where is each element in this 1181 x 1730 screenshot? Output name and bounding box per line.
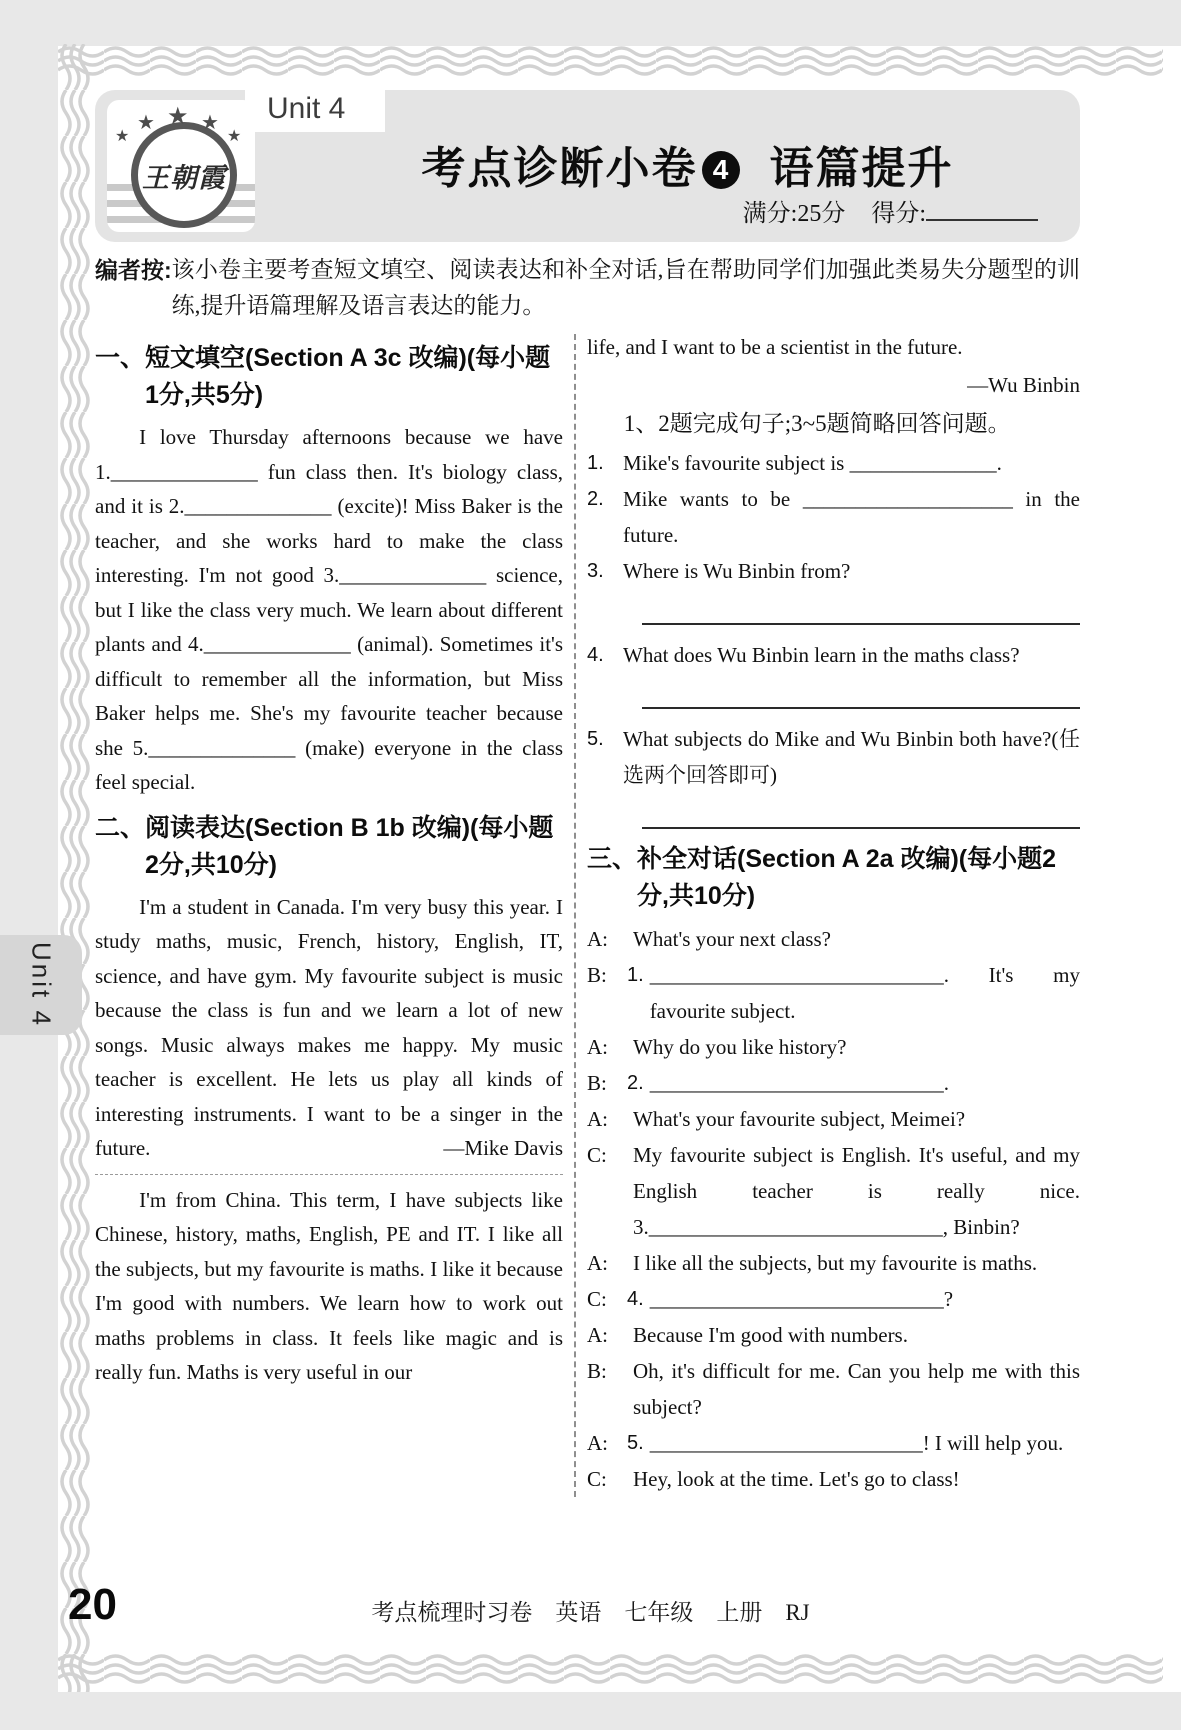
section3-heading [587, 841, 1080, 915]
dialogue-speaker: C: [587, 1466, 607, 1491]
question-5 [587, 721, 1080, 793]
dialogue-speaker: A: [587, 1322, 608, 1347]
right-column [587, 330, 1080, 1497]
section1-passage: I love Thursday afternoons because we have 1.______________ fun class then. It's biology class, and it is 2.______________ (excite)! Miss Baker is the teacher, and she works hard to make the class interesting. I'm not good 3.______________ science, but I like the class very much. We learn about different plants and 4.______________ (animal). Sometimes it's difficult to remember all the information, but Miss Baker helps me. She's my favourite teacher because she 5.______________ (make) everyone in the class feel special. [95, 425, 563, 794]
unit-side-tab [0, 935, 82, 1035]
column-divider [574, 334, 576, 1497]
star-icon: ★ [167, 104, 189, 130]
wavy-border-top [58, 44, 1163, 80]
dialogue-speaker: B: [587, 1070, 607, 1095]
section1-heading [95, 340, 563, 414]
dialogue-text: __________________________! I will help you. [649, 1430, 1064, 1455]
dialogue-row [587, 1137, 1080, 1245]
question-1 [587, 445, 1080, 481]
page-number: 20 [68, 1580, 117, 1629]
dialogue-row [587, 1461, 1080, 1497]
section2-passage2-right: life, and I want to be a scientist in the future. [587, 335, 963, 359]
unit-side-tab-label: Unit 4 [26, 942, 57, 1028]
section2-passage1 [95, 890, 563, 1166]
dialogue-row [587, 1425, 1080, 1461]
score-line [743, 193, 1038, 228]
dialogue-text: My favourite subject is English. It's useful, and my English teacher is really nice. 3.____________________________, Binbin? [633, 1142, 1080, 1239]
dialogue-text: Why do you like history? [633, 1034, 847, 1059]
answer-line [642, 623, 1080, 625]
section2-instruction: 1、2题完成句子;3~5题简略回答问题。 [623, 410, 1011, 436]
dialogue-speaker: A: [587, 1250, 608, 1275]
dialogue-text: What's your favourite subject, Meimei? [633, 1106, 966, 1131]
section1-number: 一、 [95, 344, 146, 372]
dialogue-speaker: C: [587, 1142, 607, 1167]
dialogue-speaker: A: [587, 1034, 608, 1059]
dialogue-speaker: A: [587, 926, 608, 951]
dialogue-row [587, 1065, 1080, 1101]
dialogue-text: What's your next class? [633, 926, 831, 951]
dialogue-text: Oh, it's difficult for me. Can you help me with this subject? [633, 1358, 1080, 1419]
section1-title: 短文填空(Section A 3c 改编)(每小题1分,共5分) [145, 344, 551, 409]
dialogue-speaker: B: [587, 1358, 607, 1383]
section3-title: 补全对话(Section A 2a 改编)(每小题2分,共10分) [637, 844, 1057, 910]
section2-passage2-left: I'm from China. This term, I have subjects like Chinese, history, maths, English, PE and IT. I like all the subjects, but my favourite is maths. I like it because I'm good with numbers. We learn how to work out maths problems in class. It feels like magic and is really fun. Maths is very useful in our [95, 1187, 563, 1384]
columns [95, 330, 1080, 1497]
dialogue-speaker: A: [587, 1430, 608, 1455]
bottom-margin [0, 1692, 1181, 1730]
passage-divider [95, 1174, 563, 1175]
question-number: 4. [587, 643, 604, 666]
left-margin [0, 0, 58, 1730]
dialogue-row [587, 1353, 1080, 1425]
dialogue-blank-number: 4. [627, 1287, 644, 1310]
question-text: Where is Wu Binbin from? [623, 558, 851, 583]
star-icon: ★ [227, 128, 242, 145]
score-blank-line [926, 199, 1038, 221]
dialogue-row [587, 1101, 1080, 1137]
star-icon: ★ [201, 112, 219, 134]
title-number-badge: 4 [702, 151, 740, 189]
wavy-border-left [58, 44, 94, 1692]
passage1-text: I'm a student in Canada. I'm very busy this year. I study maths, music, French, history, English, IT, science, and have gym. My favourite subject is music because the class is fun and we learn a lot of new songs. Music always makes me happy. My music teacher is excellent. He lets us play all kinds of interesting instruments. I want to be a singer in the future. [95, 894, 563, 1160]
dialogue-row [587, 1281, 1080, 1317]
star-icon: ★ [137, 112, 155, 134]
dialogue-blank-number: 1. [627, 963, 644, 986]
answer-line [642, 707, 1080, 709]
dialogue-row [587, 957, 1080, 1029]
question-number: 2. [587, 487, 604, 510]
question-text: What subjects do Mike and Wu Binbin both have?(任选两个回答即可) [623, 726, 1080, 787]
dialogue-text: ____________________________. [649, 1070, 949, 1095]
answer-line [642, 827, 1080, 829]
worksheet-header [95, 90, 1080, 242]
dialogue-blank-number: 2. [627, 1071, 644, 1094]
dialogue-blank-number: 5. [627, 1431, 644, 1454]
dialogue-text: Hey, look at the time. Let's go to class! [633, 1466, 960, 1491]
dialogue-row [587, 1317, 1080, 1353]
footer-text: 考点梳理时习卷 英语 七年级 上册 RJ [371, 1600, 810, 1625]
question-text: Mike's favourite subject is ______________. [623, 450, 1002, 475]
dialogue-text: I like all the subjects, but my favourite is maths. [633, 1250, 1038, 1275]
editor-note-text: 该小卷主要考查短文填空、阅读表达和补全对话,旨在帮助同学们加强此类易失分题型的训练,提升语篇理解及语言表达的能力。 [171, 257, 1080, 318]
earned-score-label: 得分: [871, 201, 926, 227]
section2-title: 阅读表达(Section B 1b 改编)(每小题2分,共10分) [145, 813, 554, 879]
top-margin [0, 0, 1181, 46]
question-text: What does Wu Binbin learn in the maths class? [623, 642, 1020, 667]
question-3 [587, 553, 1080, 589]
left-column [95, 330, 563, 1497]
dialogue-text: ____________________________. It's my favourite subject. [649, 962, 1080, 1023]
dialogue-row [587, 1245, 1080, 1281]
dialogue-text: ____________________________? [649, 1286, 954, 1311]
dialogue-speaker: C: [587, 1286, 607, 1311]
passage2-author: —Wu Binbin [967, 372, 1080, 397]
unit-label: Unit 4 [267, 92, 346, 125]
question-number: 1. [587, 451, 604, 474]
section3-number: 三、 [587, 844, 638, 873]
brand-logo-panel [107, 100, 255, 232]
editor-note [95, 252, 1080, 324]
page-content [95, 90, 1080, 1497]
question-number: 5. [587, 727, 604, 750]
wavy-border-bottom [58, 1652, 1163, 1688]
section2-number: 二、 [95, 813, 146, 842]
question-number: 3. [587, 559, 604, 582]
question-4 [587, 637, 1080, 673]
dialogue-row [587, 921, 1080, 957]
passage1-author: —Mike Davis [443, 1136, 563, 1160]
brand-logo [131, 122, 237, 228]
page-title-prefix: 考点诊断小卷 [421, 144, 698, 193]
question-2 [587, 481, 1080, 553]
star-icon: ★ [115, 128, 130, 145]
question-text: Mike wants to be ____________________ in the future. [623, 486, 1080, 547]
brand-logo-text: 王朝霞 [142, 162, 226, 193]
page-title [295, 132, 1080, 196]
full-score-label: 满分:25分 [742, 201, 846, 227]
dialogue-text: Because I'm good with numbers. [633, 1322, 908, 1347]
section2-heading [95, 810, 563, 884]
dialogue-row [587, 1029, 1080, 1065]
dialogue-speaker: A: [587, 1106, 608, 1131]
dialogue-speaker: B: [587, 962, 607, 987]
page-title-suffix: 语篇提升 [769, 144, 954, 193]
editor-note-label: 编者按: [95, 257, 172, 283]
